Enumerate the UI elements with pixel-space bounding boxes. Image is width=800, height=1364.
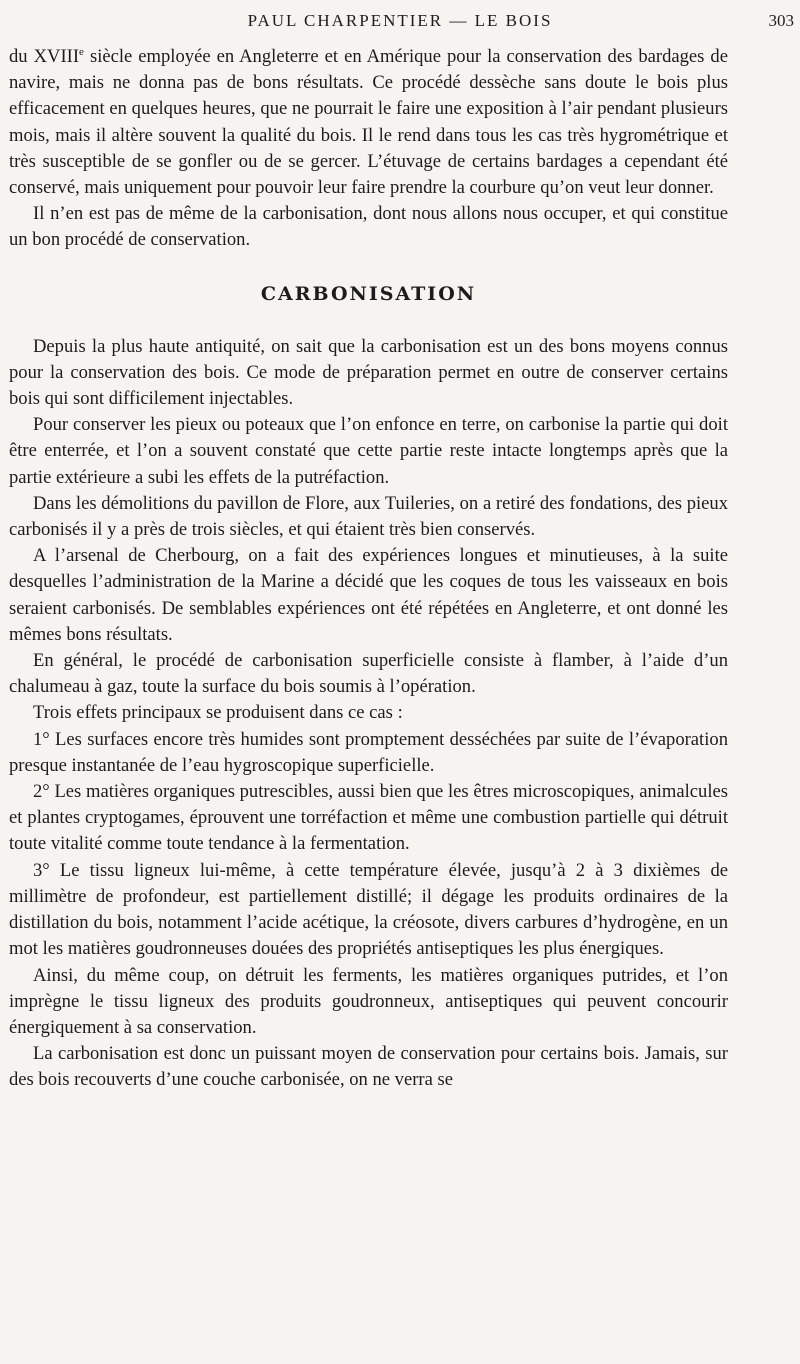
list-item-2-text: Les matières organiques putrescibles, aussi bien que les êtres microscopiques, animalcules et plantes cryptogames, éprouvent une torréfaction et même une combustion partielle qui détruit toute vitalité comme toute tendance à la fermentation. bbox=[9, 781, 728, 855]
section-title: CARBONISATION bbox=[260, 282, 477, 305]
paragraph-6: A l’arsenal de Cherbourg, on a fait des expériences longues et minutieuses, à la suite desquelles l’administration de la Marine a décidé que les coques de tous les vaisseaux en bois seraient carbonisés. De semblables expériences ont été répétées en Angleterre, et ont donné les mêmes bons résultats. bbox=[9, 545, 728, 645]
running-title: PAUL CHARPENTIER — LE BOIS bbox=[247, 11, 553, 30]
paragraph-1 bbox=[9, 44, 728, 201]
paragraph-4: Pour conserver les pieux ou poteaux que l’on enfonce en terre, on carbonise la partie qui doit être enterrée, et l’on a souvent constaté que cette partie reste intacte longtemps après que la partie extérieure a subi les effets de la putréfaction. bbox=[9, 414, 728, 488]
paragraph-2: Il n’en est pas de même de la carbonisation, dont nous allons nous occuper, et qui constitue un bon procédé de conservation. bbox=[9, 203, 728, 251]
list-item-1 bbox=[9, 727, 728, 779]
century-superscript: e bbox=[79, 45, 84, 58]
paragraph-8: Trois effets principaux se produisent dans ce cas : bbox=[33, 702, 403, 724]
paragraph-12: Ainsi, du même coup, on détruit les ferments, les matières organiques putrides, et l’on imprègne le tissu ligneux des produits goudronneux, antiseptiques qui peuvent concourir énergiquement à sa conservation. bbox=[9, 964, 728, 1038]
running-head bbox=[0, 10, 800, 34]
list-item-3-text: Le tissu ligneux lui-même, à cette température élevée, jusqu’à 2 à 3 dixièmes de millimètre de profondeur, est partiellement distillé; il dégage les produits ordinaires de la distillation du bois, notamment l’acide acétique, la créosote, divers carbures d’hydrogène, en un mot les matières goudronneuses douées des propriétés antiseptiques les plus énergiques. bbox=[9, 859, 728, 960]
paragraph-7: En général, le procédé de carbonisation superficielle consiste à flamber, à l’aide d’un chalumeau à gaz, toute la surface du bois soumis à l’opération. bbox=[9, 650, 728, 698]
list-item-3 bbox=[9, 858, 728, 963]
century-numeral: du XVIII bbox=[9, 46, 80, 67]
list-item-1-text: Les surfaces encore très humides sont promptement desséchées par suite de l’évaporation presque instantanée de l’eau hygroscopique superficielle. bbox=[9, 728, 728, 776]
body-text bbox=[9, 44, 728, 1094]
paragraph-3: Depuis la plus haute antiquité, on sait que la carbonisation est un des bons moyens connus pour la conservation des bois. Ce mode de préparation permet en outre de conserver certains bois qui sont difficilement injectables. bbox=[9, 335, 728, 410]
list-item-1-number: 1° bbox=[33, 728, 50, 750]
list-item-2 bbox=[9, 779, 728, 858]
paragraph-1-text: siècle employée en Angleterre et en Amérique pour la conservation des bardages de navire, mais ne donna pas de bons résultats. Ce procédé dessèche sans doute le bois plus efficacement en quelques heures, que ne pourrait le faire une exposition à l’air pendant plusieurs mois, mais il altère souvent la qualité du bois. Il le rend dans tous les cas très hygrométrique et très susceptible de se gonfler ou de se gercer. L’étuvage de certains bardages a cependant été conservé, mais uniquement pour pouvoir leur faire prendre la courbure qu’on veut leur donner. bbox=[9, 46, 728, 199]
paragraph-13: La carbonisation est donc un puissant moyen de conservation pour certains bois. Jamais, sur des bois recouverts d’une couche carbonisée, on ne verra se bbox=[9, 1043, 728, 1091]
list-item-2-number: 2° bbox=[33, 781, 50, 803]
list-item-3-number: 3° bbox=[33, 859, 50, 881]
paragraph-5: Dans les démolitions du pavillon de Flore, aux Tuileries, on a retiré des fondations, des pieux carbonisés il y a près de trois siècles, et qui étaient très bien conservés. bbox=[9, 492, 728, 541]
page-number: 303 bbox=[768, 11, 794, 30]
